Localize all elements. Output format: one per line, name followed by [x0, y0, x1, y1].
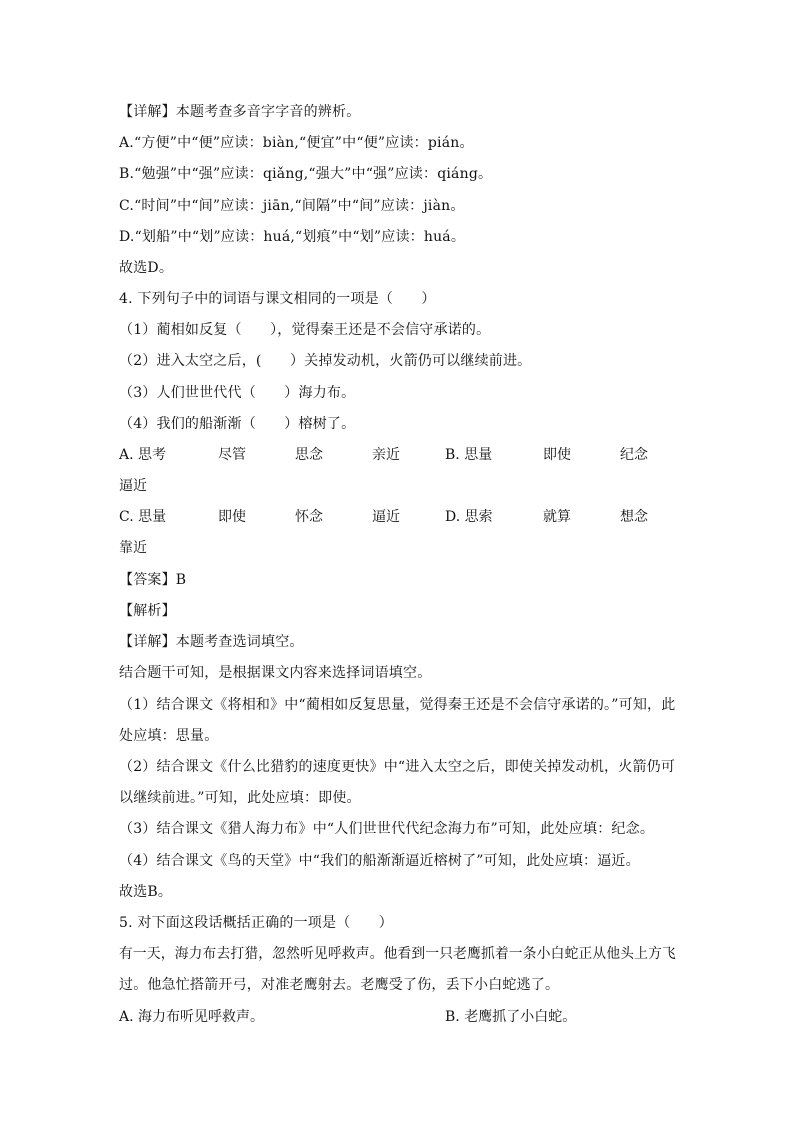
- q4-option-d-word-3: 想念: [620, 509, 648, 525]
- q4-explain-1-line-2: 处应填：思量。: [119, 728, 219, 744]
- q4-option-a-word-2: 尽管: [218, 447, 246, 463]
- q4-option-b-label: B. 思量: [445, 447, 493, 463]
- q4-explain-2-line-2: 以继续前进。”可知，此处应填：即使。: [119, 790, 361, 806]
- q5-option-a: A. 海力布听见呼救声。: [119, 1009, 265, 1025]
- q4-option-b-word-2: 即使: [543, 447, 571, 463]
- q4-sentence-4: （4）我们的船渐渐（ ）榕树了。: [119, 416, 356, 432]
- q3-conclusion: 故选D。: [119, 260, 174, 276]
- q3-detail-d: D.“划船”中“划”应读：huá,“划痕”中“划”应读：huá。: [119, 229, 466, 245]
- q4-answer: 【答案】B: [119, 572, 187, 588]
- q3-detail-a: A.“方便”中“便”应读：biàn,“便宜”中“便”应读：pián。: [119, 135, 474, 151]
- q4-stem: 4. 下列句子中的词语与课文相同的一项是（ ）: [119, 291, 436, 307]
- q4-sentence-1: （1）蔺相如反复（ ），觉得秦王还是不会信守承诺的。: [119, 322, 491, 338]
- q4-explain-1-line-1: （1）结合课文《将相和》中“蔺相如反复思量，觉得秦王还是不会信守承诺的。”可知，此: [119, 697, 676, 713]
- q4-detail-intro: 结合题干可知，是根据课文内容来选择词语填空。: [119, 665, 432, 681]
- q5-passage-line-1: 有一天，海力布去打猎，忽然听见呼救声。他看到一只老鹰抓着一条小白蛇正从他头上方飞: [119, 946, 676, 962]
- q4-option-c-word-4: 逼近: [372, 509, 400, 525]
- q4-conclusion: 故选B。: [119, 884, 173, 900]
- q4-option-c-word-2: 即使: [218, 509, 246, 525]
- q4-option-a-word-4: 亲近: [372, 447, 400, 463]
- q4-option-d-word-4: 靠近: [119, 540, 147, 556]
- q4-option-b-word-4: 逼近: [119, 478, 147, 494]
- q3-detail-b: B.“勉强”中“强”应读：qiǎng,“强大”中“强”应读：qiáng。: [119, 166, 493, 182]
- q3-detail-c: C.“时间”中“间”应读：jiān,“间隔”中“间”应读：jiàn。: [119, 198, 465, 214]
- q4-option-c-word-3: 怀念: [295, 509, 323, 525]
- q4-option-c-label: C. 思量: [119, 509, 167, 525]
- q5-passage-line-2: 过。他急忙搭箭开弓，对准老鹰射去。老鹰受了伤，丢下小白蛇逃了。: [119, 977, 560, 993]
- q4-option-b-word-3: 纪念: [620, 447, 648, 463]
- q4-option-a-label: A. 思考: [119, 447, 167, 463]
- q4-analysis-heading: 【解析】: [119, 603, 176, 619]
- q5-option-b: B. 老鹰抓了小白蛇。: [445, 1009, 577, 1025]
- q4-option-d-word-2: 就算: [543, 509, 571, 525]
- q4-detail-heading: 【详解】本题考查选词填空。: [119, 634, 304, 650]
- q4-sentence-2: （2）进入太空之后，( ）关掉发动机，火箭仍可以继续前进。: [119, 353, 532, 369]
- q4-option-a-word-3: 思念: [295, 447, 323, 463]
- q4-option-d-label: D. 思索: [445, 509, 493, 525]
- q4-sentence-3: （3）人们世世代代（ ）海力布。: [119, 385, 356, 401]
- q4-explain-2-line-1: （2）结合课文《什么比猎豹的速度更快》中“进入太空之后，即使关掉发动机，火箭仍可: [119, 759, 676, 775]
- q3-detail-heading: 【详解】本题考查多音字字音的辨析。: [119, 104, 361, 120]
- q4-explain-3: （3）结合课文《猎人海力布》中“人们世世代代纪念海力布”可知，此处应填：纪念。: [119, 821, 655, 837]
- q4-explain-4: （4）结合课文《鸟的天堂》中“我们的船渐渐逼近榕树了”可知，此处应填：逼近。: [119, 853, 640, 869]
- q5-stem: 5. 对下面这段话概括正确的一项是（ ）: [119, 915, 394, 931]
